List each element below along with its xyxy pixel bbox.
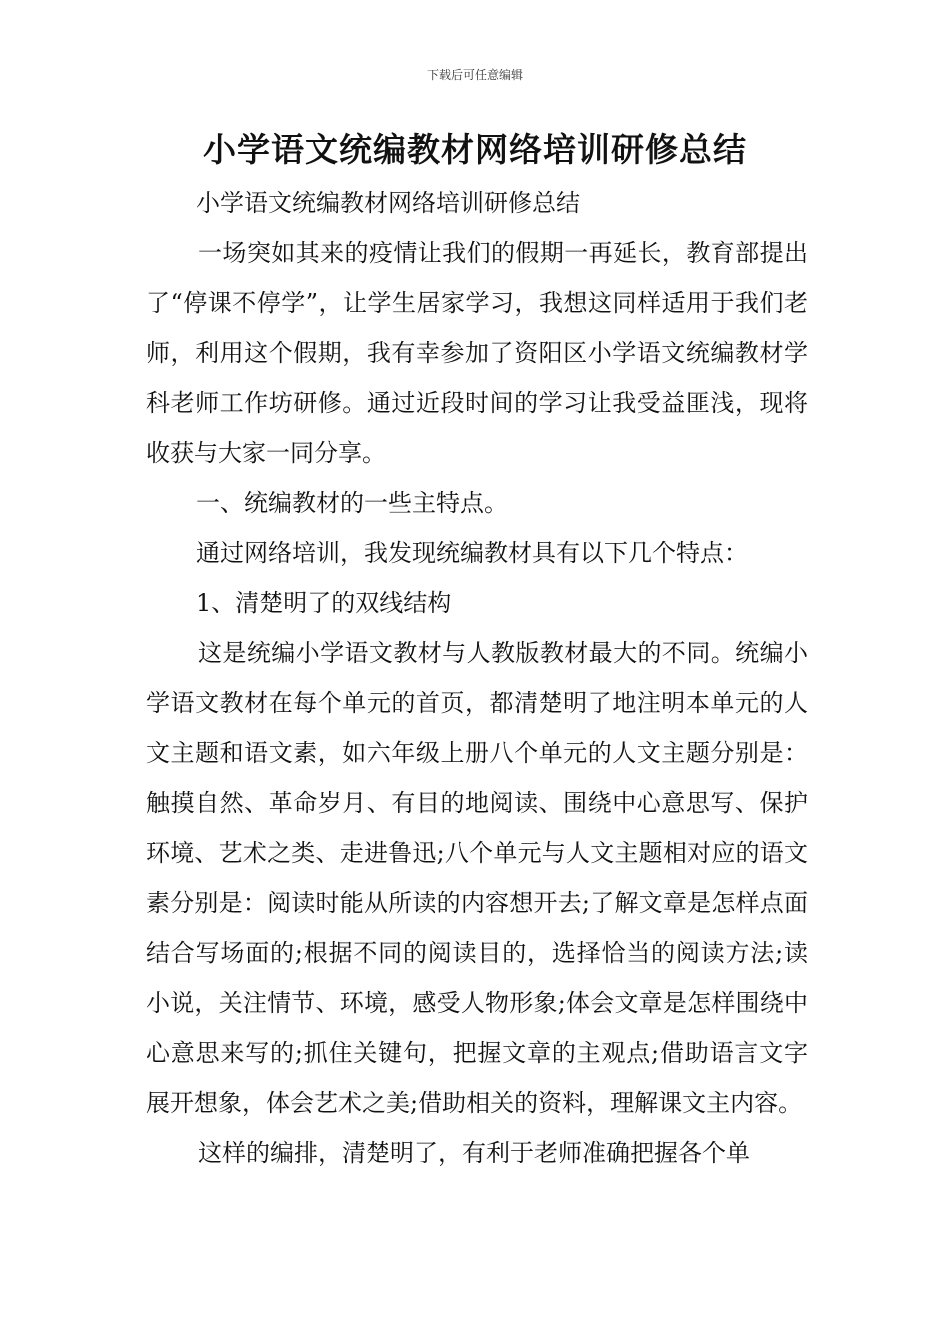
paragraph-intro: 一场突如其来的疫情让我们的假期一再延长，教育部提出了“停课不停学”，让学生居家学习，我想这同样适用于我们老师，利用这个假期，我有幸参加了资阳区小学语文统编教材学科老师工作坊研修。通过近段时间的学习让我受益匪浅，现将收获与大家一同分享。 [146, 239, 808, 467]
paragraph-subtitle: 小学语文统编教材网络培训研修总结 [196, 189, 580, 217]
document-body [146, 178, 808, 1178]
paragraph-dual-line: 这是统编小学语文教材与人教版教材最大的不同。统编小学语文教材在每个单元的首页，都清楚明了地注明本单元的人文主题和语文素，如六年级上册八个单元的人文主题分别是：触摸自然、革命岁月、有目的地阅读、围绕中心意思写、保护环境、艺术之类、走进鲁迅;八个单元与人文主题相对应的语文素分别是：阅读时能从所读的内容想开去;了解文章是怎样点面结合写场面的;根据不同的阅读目的，选择恰当的阅读方法;读小说，关注情节、环境，感受人物形象;体会文章是怎样围绕中心意思来写的;抓住关键句，把握文章的主观点;借助语言文字展开想象，体会艺术之美;借助相关的资料，理解课文主内容。 [146, 639, 808, 1117]
subheading-1: 1、清楚明了的双线结构 [196, 589, 452, 617]
paragraph-features-intro: 通过网络培训，我发现统编教材具有以下几个特点： [196, 539, 748, 567]
header-note: 下载后可任意编辑 [426, 68, 523, 82]
section-heading-1: 一、统编教材的一些主特点。 [196, 489, 508, 517]
document-title: 小学语文统编教材网络培训研修总结 [203, 130, 747, 169]
paragraph-arrangement: 这样的编排，清楚明了，有利于老师准确把握各个单 [198, 1139, 750, 1167]
